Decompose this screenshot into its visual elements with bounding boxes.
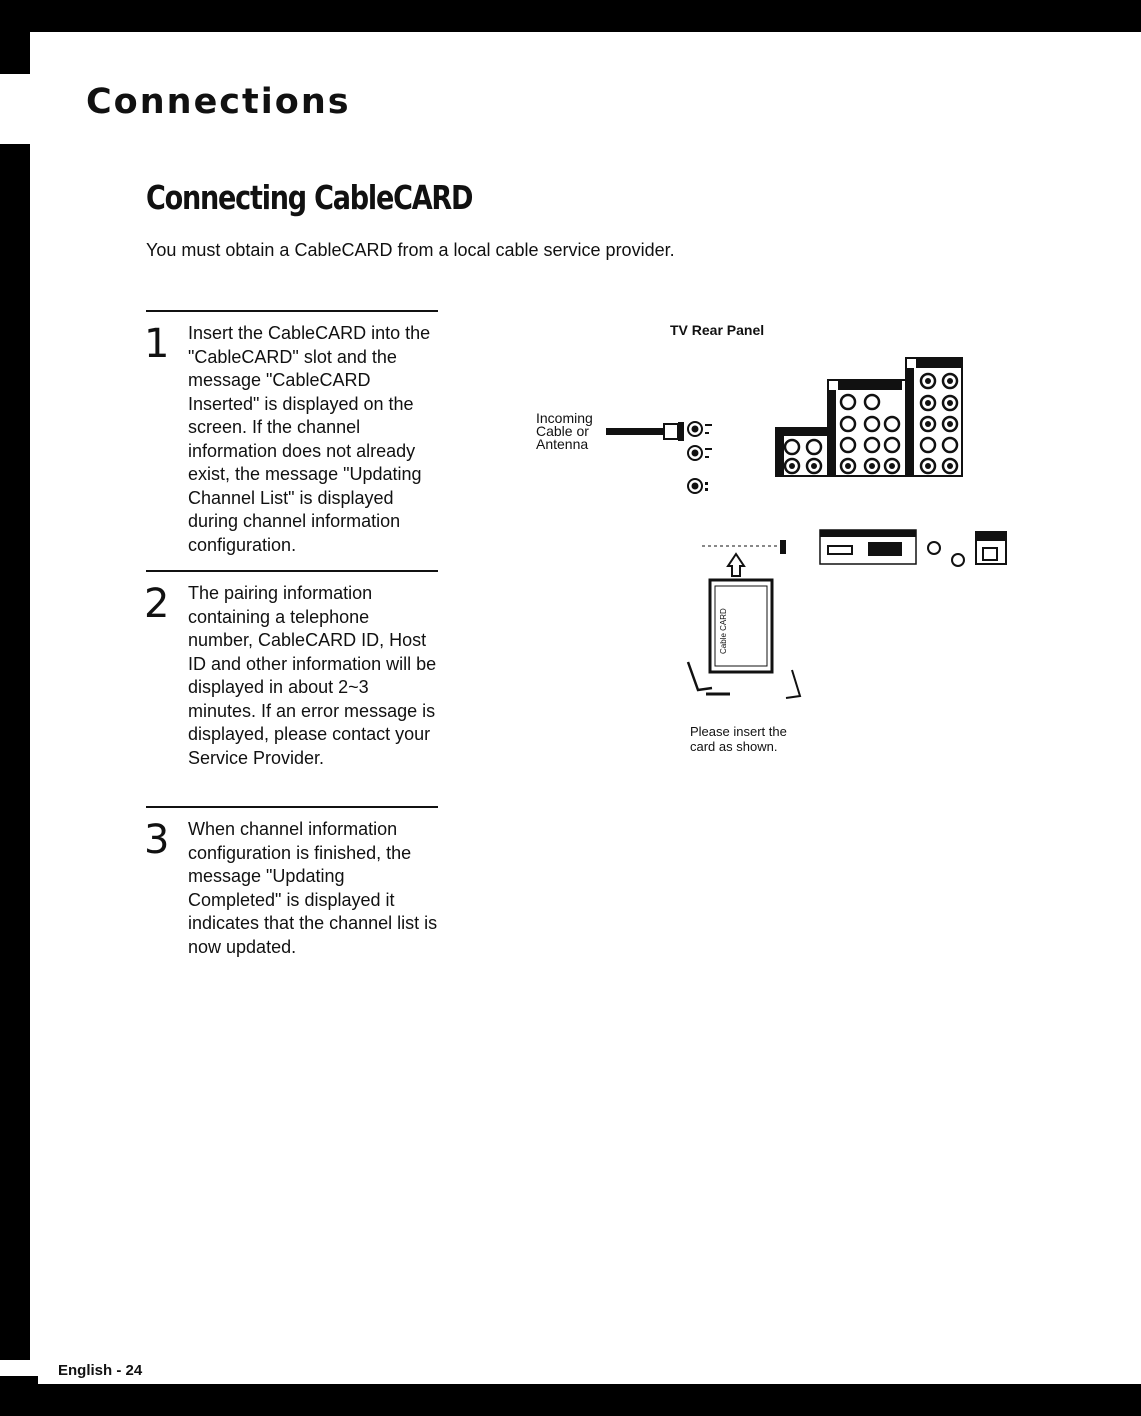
incoming-label-line: Antenna bbox=[536, 436, 589, 452]
incoming-label-line: Cable or bbox=[536, 423, 589, 439]
insert-card-caption bbox=[690, 724, 787, 754]
incoming-cable bbox=[606, 422, 684, 441]
footer-marker bbox=[0, 1376, 38, 1386]
step-number: 1 bbox=[144, 321, 170, 367]
step-3 bbox=[146, 806, 438, 959]
step-number: 2 bbox=[144, 581, 170, 627]
left-section-bar bbox=[0, 144, 30, 1360]
step-number: 3 bbox=[144, 817, 170, 863]
page-footer: English - 24 bbox=[58, 1362, 143, 1379]
cablecard-illustration bbox=[688, 580, 800, 698]
bottom-border-bar bbox=[0, 1384, 1141, 1416]
step-text: Insert the CableCARD into the "CableCARD" slot and the message "CableCARD Inserted" is displayed on the screen. If the channel information does not already exist, the message "Updating Channel List" is displayed during channel information configuration. bbox=[188, 323, 431, 555]
left-tab-marker bbox=[0, 0, 30, 74]
step-text: The pairing information containing a telephone number, CableCARD ID, Host ID and other information will be displayed in about 2~3 minutes. If an error message is displayed, please contact your Service Provider. bbox=[188, 583, 437, 768]
rear-panel-label: TV Rear Panel bbox=[670, 322, 765, 338]
cablecard-card-label: Cable CARD bbox=[719, 608, 728, 654]
lower-connector-strip bbox=[820, 530, 1006, 566]
caption-line: card as shown. bbox=[690, 739, 778, 754]
incoming-cable-label bbox=[536, 412, 593, 451]
cablecard-slot bbox=[702, 540, 786, 576]
rear-panel-illustration bbox=[530, 318, 1010, 768]
page-subtitle: Connecting CableCARD bbox=[146, 178, 473, 217]
rear-panel-jacks bbox=[776, 358, 962, 476]
incoming-label-line: Incoming bbox=[536, 410, 593, 426]
top-border-bar bbox=[0, 0, 1141, 32]
step-2 bbox=[146, 570, 438, 770]
step-1 bbox=[146, 310, 438, 557]
section-title: Connections bbox=[86, 82, 351, 122]
step-text: When channel information configuration is finished, the message "Updating Completed" is displayed it indicates that the channel list is now updated. bbox=[188, 819, 438, 957]
cablecard-connection-diagram bbox=[530, 318, 1010, 768]
intro-text: You must obtain a CableCARD from a local cable service provider. bbox=[146, 240, 675, 260]
antenna-jacks bbox=[688, 422, 702, 493]
caption-line: Please insert the bbox=[690, 724, 787, 739]
